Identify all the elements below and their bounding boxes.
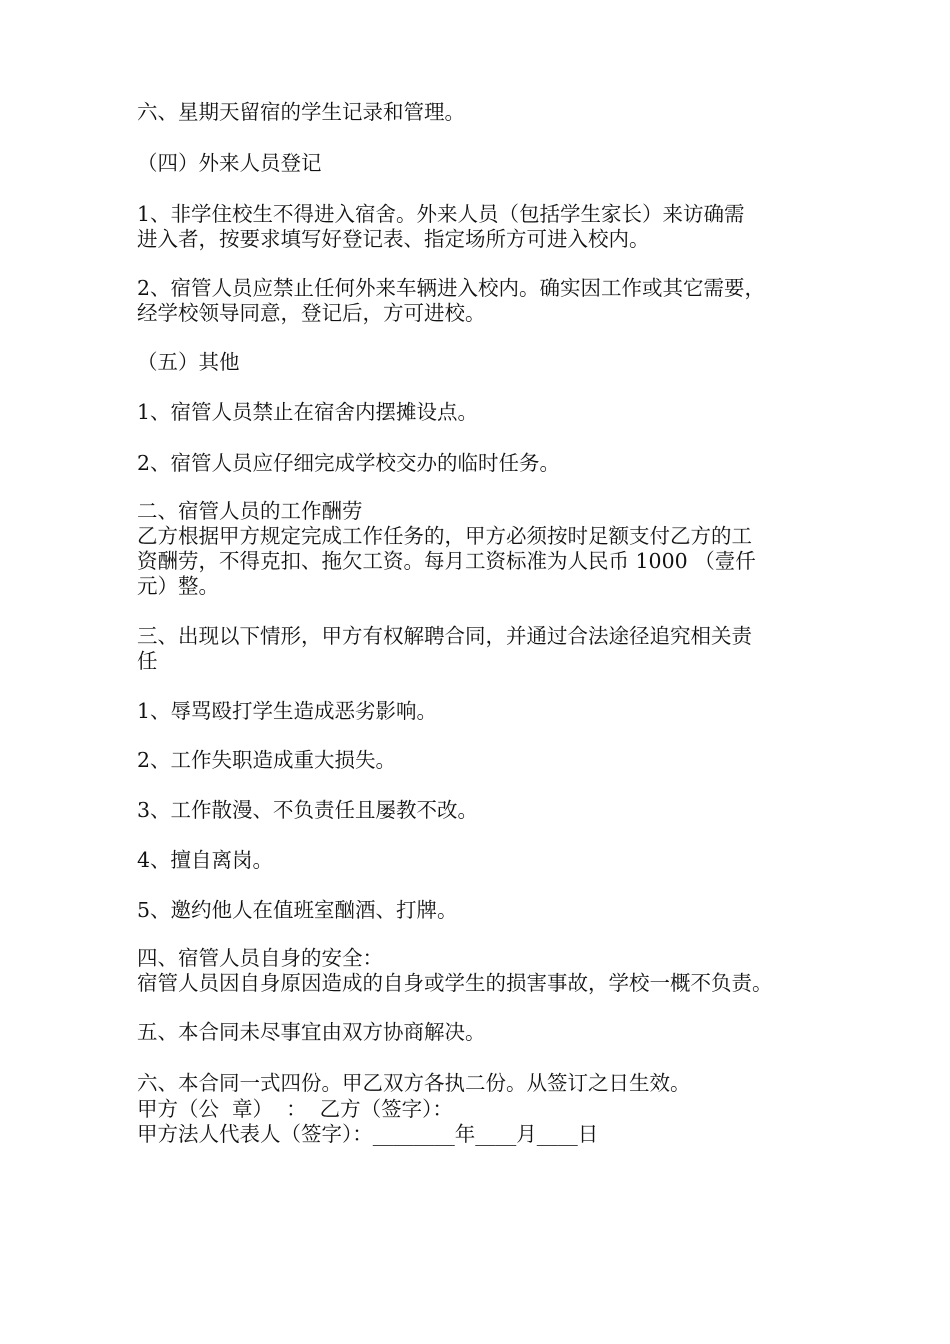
text-line: 六、本合同一式四份。甲乙双方各执二份。从签订之日生效。 bbox=[137, 1071, 691, 1095]
section-heading: （五）其他 bbox=[137, 350, 240, 374]
text-line: 任 bbox=[137, 649, 158, 673]
text-line: 2、宿管人员应仔细完成学校交办的临时任务。 bbox=[137, 451, 561, 475]
section-heading: 二、宿管人员的工作酬劳 bbox=[137, 499, 363, 523]
text-line: 宿管人员因自身原因造成的自身或学生的损害事故，学校一概不负责。 bbox=[137, 971, 773, 995]
text-line: 1、辱骂殴打学生造成恶劣影响。 bbox=[137, 699, 438, 723]
text-line: 六、星期天留宿的学生记录和管理。 bbox=[137, 100, 465, 124]
text-line: 3、工作散漫、不负责任且屡教不改。 bbox=[137, 798, 479, 822]
text-line: 4、擅自离岗。 bbox=[137, 848, 274, 872]
text-line: 5、邀约他人在值班室酗酒、打牌。 bbox=[137, 898, 458, 922]
text-line: 2、工作失职造成重大损失。 bbox=[137, 748, 397, 772]
section-heading: （四）外来人员登记 bbox=[137, 151, 322, 175]
text-line: 1、宿管人员禁止在宿舍内摆摊设点。 bbox=[137, 400, 479, 424]
text-line: 元）整。 bbox=[137, 574, 219, 598]
signature-line: 甲方（公 章） ： 乙方（签字）： bbox=[137, 1097, 453, 1121]
text-line: 资酬劳，不得克扣、拖欠工资。每月工资标准为人民币 1000 （壹仟 bbox=[137, 549, 756, 573]
text-line: 经学校领导同意，登记后，方可进校。 bbox=[137, 301, 486, 325]
signature-date-line: 甲方法人代表人（签字）：________年____月____日 bbox=[137, 1122, 599, 1146]
text-line: 乙方根据甲方规定完成工作任务的，甲方必须按时足额支付乙方的工 bbox=[137, 524, 752, 548]
text-line: 进入者，按要求填写好登记表、指定场所方可进入校内。 bbox=[137, 227, 650, 251]
section-heading: 三、出现以下情形，甲方有权解聘合同，并通过合法途径追究相关责 bbox=[137, 624, 752, 648]
text-line: 1、非学住校生不得进入宿舍。外来人员（包括学生家长）来访确需 bbox=[137, 202, 745, 226]
text-line: 2、宿管人员应禁止任何外来车辆进入校内。确实因工作或其它需要， bbox=[137, 276, 766, 300]
text-line: 五、本合同未尽事宜由双方协商解决。 bbox=[137, 1020, 486, 1044]
section-heading: 四、宿管人员自身的安全： bbox=[137, 946, 383, 970]
